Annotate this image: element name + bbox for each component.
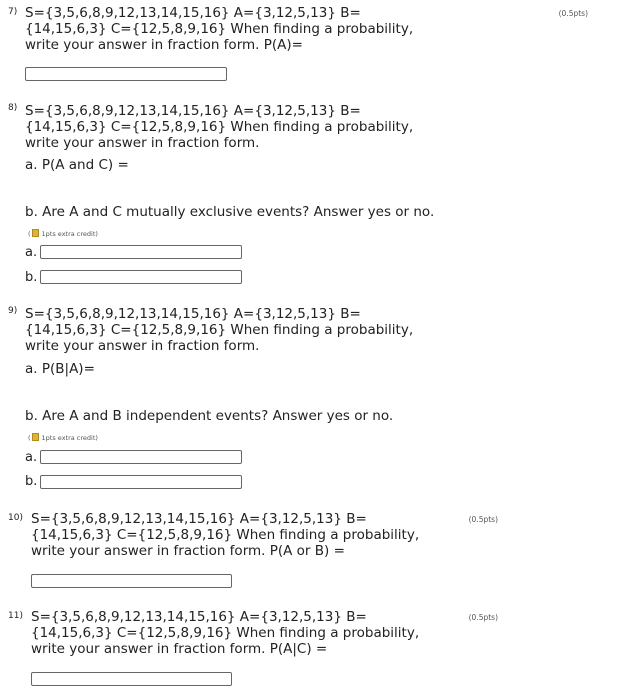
points-label: (0.5pts) <box>468 515 498 524</box>
question-line-2: {14,15,6,3} C={12,5,8,9,16} When finding a probability, <box>31 625 420 641</box>
answer-label-a: a. <box>25 245 38 260</box>
question-line-1: S={3,5,6,8,9,12,13,14,15,16} A={3,12,5,13} B= <box>25 103 361 119</box>
question-line-3: write your answer in fraction form. <box>25 338 260 354</box>
points-label: (0.5pts) <box>468 613 498 622</box>
edit-icon <box>32 433 39 441</box>
question-line-1: S={3,5,6,8,9,12,13,14,15,16} A={3,12,5,13} B= <box>25 306 361 322</box>
extra-credit-note: ( 1pts extra credit) <box>28 434 98 442</box>
question-line-1: S={3,5,6,8,9,12,13,14,15,16} A={3,12,5,13} B= <box>25 5 361 21</box>
question-line-3: write your answer in fraction form. P(A|C) = <box>31 641 328 657</box>
question-number: 8) <box>8 103 18 113</box>
question-number: 7) <box>8 7 18 17</box>
part-a-prompt: a. P(A and C) = <box>25 157 129 173</box>
question-line-3: write your answer in fraction form. P(A)= <box>25 37 303 53</box>
part-a-prompt: a. P(B|A)= <box>25 361 95 377</box>
question-number: 10) <box>8 513 23 523</box>
part-b-prompt: b. Are A and B independent events? Answer yes or no. <box>25 408 394 424</box>
extra-credit-note: ( 1pts extra credit) <box>28 230 98 238</box>
question-number: 9) <box>8 306 18 316</box>
question-line-3: write your answer in fraction form. P(A or B) = <box>31 543 345 559</box>
question-line-1: S={3,5,6,8,9,12,13,14,15,16} A={3,12,5,13} B= <box>31 511 367 527</box>
part-b-prompt: b. Are A and C mutually exclusive events? Answer yes or no. <box>25 204 435 220</box>
question-line-2: {14,15,6,3} C={12,5,8,9,16} When finding a probability, <box>25 119 414 135</box>
answer-label-a: a. <box>25 450 38 465</box>
answer-label-b: b. <box>25 270 38 285</box>
answer-input-independent[interactable] <box>40 475 242 489</box>
points-label: (0.5pts) <box>558 9 588 18</box>
answer-input-p-b-given-a[interactable] <box>40 450 242 464</box>
answer-input-p-a[interactable] <box>25 67 227 81</box>
question-line-1: S={3,5,6,8,9,12,13,14,15,16} A={3,12,5,13} B= <box>31 609 367 625</box>
edit-icon <box>32 229 39 237</box>
question-line-2: {14,15,6,3} C={12,5,8,9,16} When finding a probability, <box>25 21 414 37</box>
question-number: 11) <box>8 611 23 621</box>
answer-input-p-a-and-c[interactable] <box>40 245 242 259</box>
answer-input-mutually-exclusive[interactable] <box>40 270 242 284</box>
question-line-2: {14,15,6,3} C={12,5,8,9,16} When finding a probability, <box>25 322 414 338</box>
answer-input-p-a-or-b[interactable] <box>31 574 232 588</box>
question-line-3: write your answer in fraction form. <box>25 135 260 151</box>
answer-label-b: b. <box>25 474 38 489</box>
answer-input-p-a-given-c[interactable] <box>31 672 232 686</box>
question-line-2: {14,15,6,3} C={12,5,8,9,16} When finding a probability, <box>31 527 420 543</box>
